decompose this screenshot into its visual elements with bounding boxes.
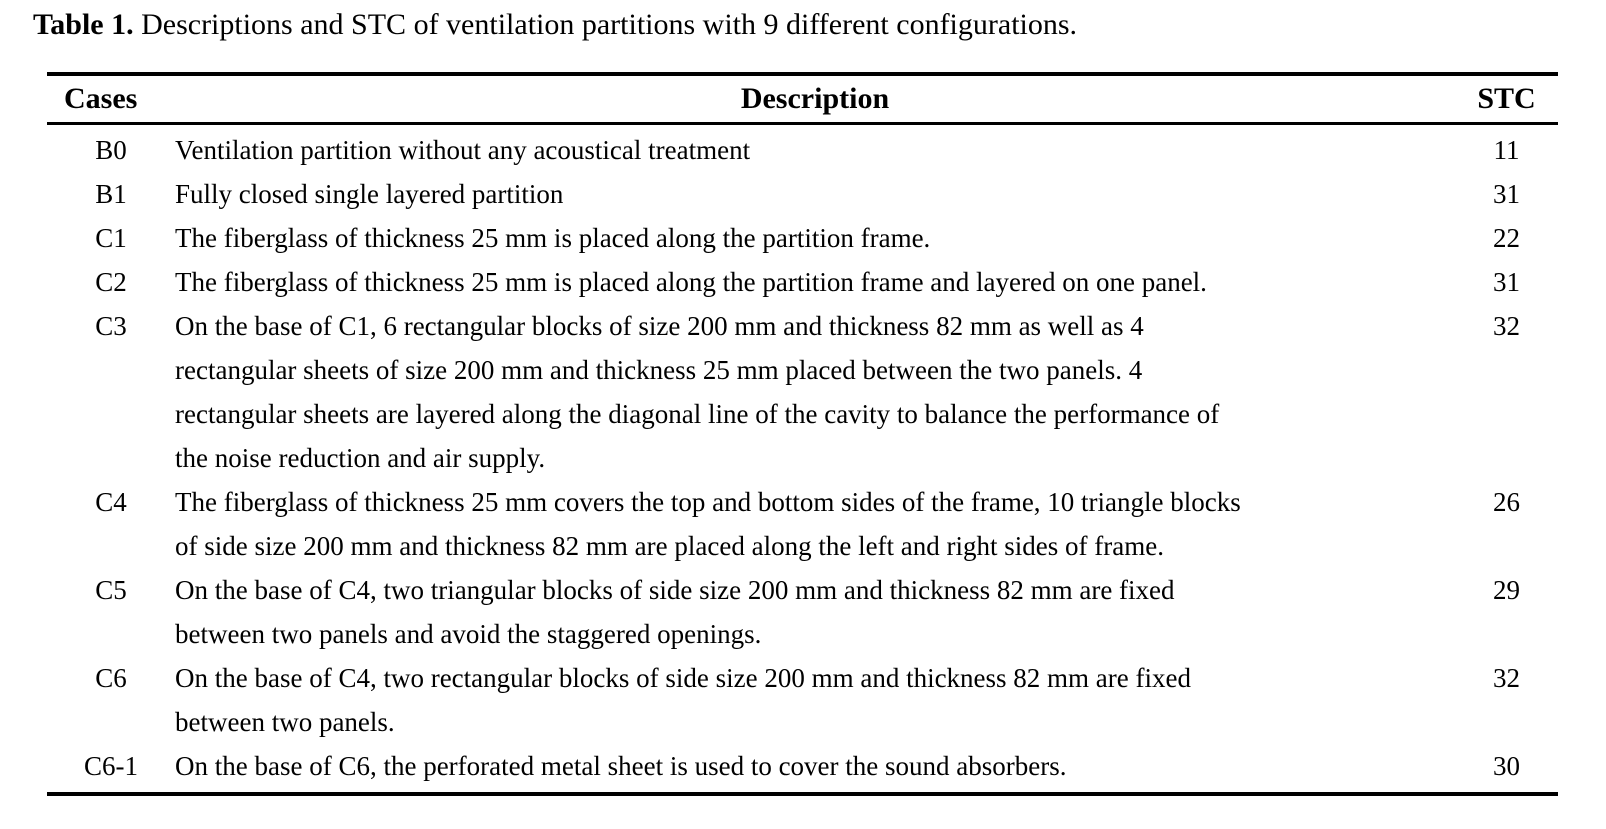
stc-cell: 22 xyxy=(1493,223,1520,253)
stc-cell: 29 xyxy=(1493,575,1520,605)
column-header-cases: Cases xyxy=(64,82,138,115)
description-cell xyxy=(175,128,1455,172)
description-cell xyxy=(175,480,1455,568)
table-row xyxy=(47,304,1558,480)
data-table xyxy=(47,72,1558,796)
table-row xyxy=(47,216,1558,260)
case-cell: B0 xyxy=(95,135,127,165)
description-line: between two panels and avoid the staggered openings. xyxy=(175,619,762,649)
stc-cell: 11 xyxy=(1493,135,1520,165)
description-cell xyxy=(175,568,1455,656)
description-line: of side size 200 mm and thickness 82 mm are placed along the left and right sides of frame. xyxy=(175,531,1164,561)
table-caption xyxy=(33,5,1077,45)
description-line: On the base of C6, the perforated metal sheet is used to cover the sound absorbers. xyxy=(175,751,1067,781)
stc-cell: 30 xyxy=(1493,751,1520,781)
description-line: The fiberglass of thickness 25 mm is placed along the partition frame. xyxy=(175,223,931,253)
description-line: rectangular sheets are layered along the diagonal line of the cavity to balance the performance of xyxy=(175,399,1220,429)
case-cell: C4 xyxy=(95,487,127,517)
description-line: On the base of C4, two triangular blocks of side size 200 mm and thickness 82 mm are fixed xyxy=(175,575,1175,605)
stc-cell: 26 xyxy=(1493,487,1520,517)
table-caption-text: Descriptions and STC of ventilation partitions with 9 different configurations. xyxy=(133,8,1078,41)
column-header-stc: STC xyxy=(1477,82,1536,115)
table-body xyxy=(47,125,1558,792)
stc-cell: 32 xyxy=(1493,663,1520,693)
case-cell: C5 xyxy=(95,575,127,605)
description-cell xyxy=(175,656,1455,744)
case-cell: C3 xyxy=(95,311,127,341)
column-header-description: Description xyxy=(740,82,890,115)
table-header-row xyxy=(47,76,1558,125)
case-cell: C6-1 xyxy=(84,751,138,781)
table-row xyxy=(47,260,1558,304)
description-cell xyxy=(175,172,1455,216)
description-line: the noise reduction and air supply. xyxy=(175,443,546,473)
case-cell: C6 xyxy=(95,663,127,693)
description-cell xyxy=(175,304,1455,480)
description-line: Ventilation partition without any acoustical treatment xyxy=(175,135,751,165)
table-row xyxy=(47,172,1558,216)
table-row xyxy=(47,128,1558,172)
description-line: rectangular sheets of size 200 mm and thickness 25 mm placed between the two panels. 4 xyxy=(175,355,1143,385)
stc-cell: 32 xyxy=(1493,311,1520,341)
table-row xyxy=(47,568,1558,656)
stc-cell: 31 xyxy=(1493,179,1520,209)
description-line: The fiberglass of thickness 25 mm covers the top and bottom sides of the frame, 10 triangle blocks xyxy=(175,487,1241,517)
stc-cell: 31 xyxy=(1493,267,1520,297)
description-cell xyxy=(175,216,1455,260)
description-line: On the base of C1, 6 rectangular blocks of size 200 mm and thickness 82 mm as well as 4 xyxy=(175,311,1144,341)
description-cell xyxy=(175,744,1455,788)
description-line: between two panels. xyxy=(175,707,395,737)
table-caption-label: Table 1. xyxy=(33,8,134,41)
table-row xyxy=(47,656,1558,744)
table-row xyxy=(47,480,1558,568)
case-cell: C2 xyxy=(95,267,127,297)
description-cell xyxy=(175,260,1455,304)
case-cell: C1 xyxy=(95,223,127,253)
case-cell: B1 xyxy=(95,179,127,209)
description-line: The fiberglass of thickness 25 mm is placed along the partition frame and layered on one panel. xyxy=(175,267,1207,297)
table-row xyxy=(47,744,1558,788)
description-line: Fully closed single layered partition xyxy=(175,179,564,209)
description-line: On the base of C4, two rectangular blocks of side size 200 mm and thickness 82 mm are fixed xyxy=(175,663,1191,693)
